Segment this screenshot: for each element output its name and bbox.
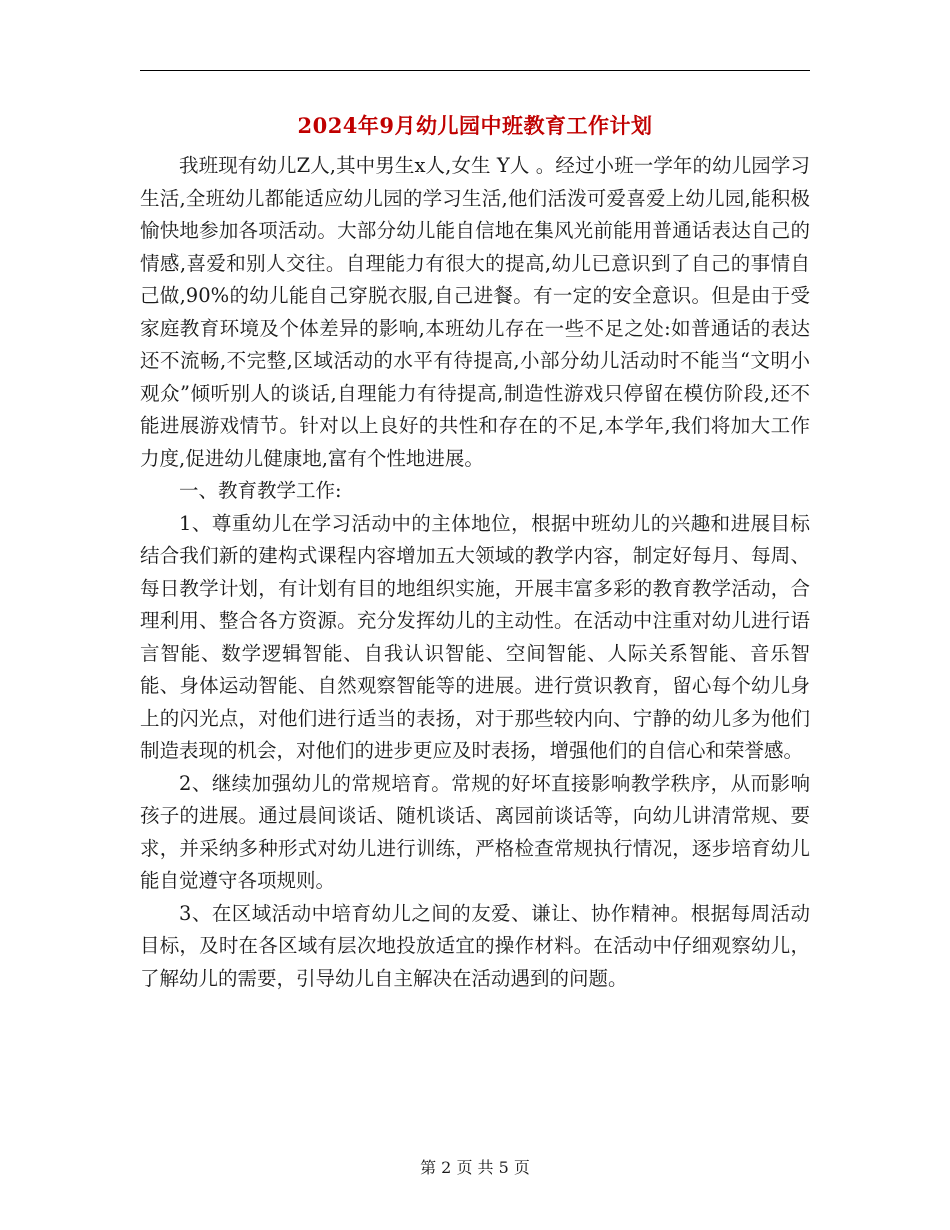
paragraph-item-2: 2、继续加强幼儿的常规培育。常规的好坏直接影响教学秩序，从而影响孩子的进展。通过晨间谈话、随机谈话、离园前谈话等，向幼儿讲清常规、要求，并采纳多种形式对幼儿进行训练，严格检查常规执行情况，逐步培育幼儿能自觉遵守各项规则。: [140, 771, 810, 892]
document-body: [140, 150, 810, 995]
section-heading-teaching: 一、教育教学工作:: [179, 479, 342, 502]
header-rule: [140, 70, 810, 71]
document-title: 2024年9月幼儿园中班教育工作计划: [297, 113, 653, 138]
paragraph-intro: 我班现有幼儿Z人,其中男生x人,女生 Y人 。经过小班一学年的幼儿园学习生活,全班幼儿都能适应幼儿园的学习生活,他们活泼可爱喜爱上幼儿园,能积极愉快地参加各项活动。大部分幼儿能自信地在集风光前能用普通话表达自己的情感,喜爱和别人交往。自理能力有很大的提高,幼儿已意识到了自己的事情自己做,90%的幼儿能自己穿脱衣服,自己进餐。有一定的安全意识。但是由于受家庭教育环境及个体差异的影响,本班幼儿存在一些不足之处:如普通话的表达还不流畅,不完整,区域活动的水平有待提高,小部分幼儿活动时不能当“文明小观众”倾听别人的谈话,自理能力有待提高,制造性游戏只停留在模仿阶段,还不能进展游戏情节。针对以上良好的共性和存在的不足,本学年,我们将加大工作力度,促进幼儿健康地,富有个性地进展。: [140, 154, 810, 470]
page-number: 第 2 页 共 5 页: [420, 1158, 530, 1177]
paragraph-item-1: 1、尊重幼儿在学习活动中的主体地位，根据中班幼儿的兴趣和进展目标结合我们新的建构式课程内容增加五大领域的教学内容，制定好每月、每周、每日教学计划，有计划有目的地组织实施，开展丰富多彩的教育教学活动，合理利用、整合各方资源。充分发挥幼儿的主动性。在活动中注重对幼儿进行语言智能、数学逻辑智能、自我认识智能、空间智能、人际关系智能、音乐智能、身体运动智能、自然观察智能等的进展。进行赏识教育，留心每个幼儿身上的闪光点，对他们进行适当的表扬，对于那些较内向、宁静的幼儿多为他们制造表现的机会，对他们的进步更应及时表扬，增强他们的自信心和荣誉感。: [140, 511, 810, 762]
paragraph-item-3: 3、在区域活动中培育幼儿之间的友爱、谦让、协作精神。根据每周活动目标，及时在各区域有层次地投放适宜的操作材料。在活动中仔细观察幼儿，了解幼儿的需要，引导幼儿自主解决在活动遇到的问题。: [140, 901, 810, 990]
